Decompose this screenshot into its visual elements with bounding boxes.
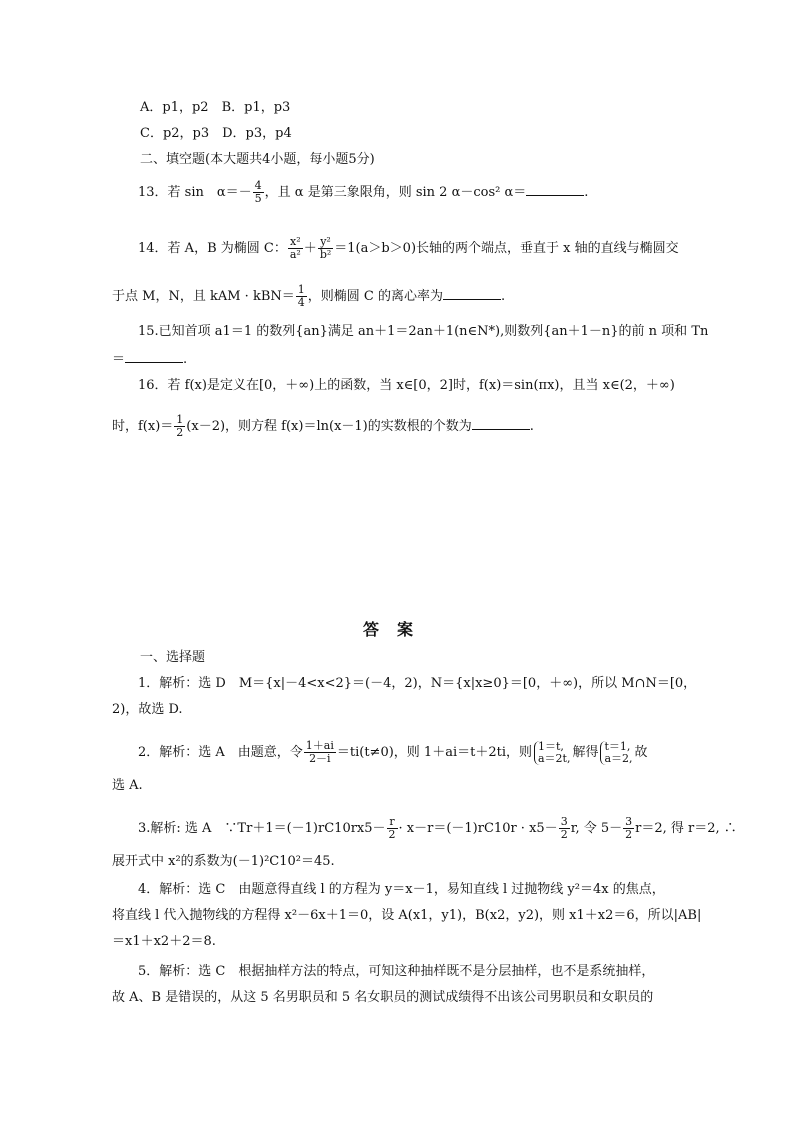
options-row-2: C．p2，p3 D．p3，p4 (140, 126, 292, 141)
answer-1-line-2: 2)，故选 D. (112, 702, 183, 717)
answer-5-line-2: 故 A、B 是错误的，从这 5 名男职员和 5 名女职员的测试成绩得不出该公司男职员和女职员的 (112, 990, 654, 1005)
answer-blank (526, 181, 584, 196)
question-16-line-2: 时，f(x)＝ $\frac{1}{2}$ (x－2)，则方程 f(x)＝ln(x－1)的实数根的个数为 . (112, 413, 534, 439)
answer-2-line-2: 选 A. (112, 778, 143, 793)
question-14-line-1: 14．若 A，B 为椭圆 C： $\frac{\text{x²}}{\text{a²}}$ ＋ $\frac{\text{y²}}{\text{b²}}$ ＝1(a＞b＞0)长轴的两个端点，垂直于 x 轴的直线与椭圆交 (138, 235, 679, 261)
fraction: $\frac{4}{5}$ (254, 179, 262, 205)
answer-blank (443, 285, 501, 300)
answer-title: 答案 (362, 620, 431, 639)
answer-blank (125, 348, 183, 363)
answer-blank (472, 415, 530, 430)
answer-3-line-2: 展开式中 x²的系数为(－1)²C10²＝45. (112, 854, 335, 869)
question-15-line-2: ＝ . (112, 348, 187, 370)
answer-4-line-3: ＝x1＋x2＋2＝8. (112, 934, 216, 949)
question-14-line-2: 于点 M，N，且 kAM · kBN＝ $\frac{1}{4}$ ，则椭圆 C 的离心率为 . (112, 283, 506, 309)
section-fill-blank-heading: 二、填空题(本大题共4小题，每小题5分) (140, 152, 375, 167)
options-row-1: A．p1，p2 B．p1，p3 (140, 100, 291, 115)
answer-3-line-1: 3.解析: 选 A ∵Tr＋1＝(－1)rC10rx5－ $\frac{r}{2}$ · x－r＝(－1)rC10r · x5－ $\frac{3}{2}$ r, 令 5－ $\frac{3}{2}$ r＝2, 得 r＝2, ∴ (138, 815, 737, 841)
section-choice-heading: 一、选择题 (140, 650, 206, 665)
question-13: 13．若 sin α＝－ $\frac{4}{5}$ ，且 α 是第三象限角，则 sin 2 α－cos² α＝ . (138, 179, 589, 205)
answer-2-line-1: 2．解析：选 A 由题意，令 $\frac{1+ai}{2-i}$ ＝ti(t≠0)，则 1＋ai＝t＋2ti，则 1＝t, a＝2t, 解得 t＝1, a＝2, 故 (138, 739, 648, 765)
question-16-line-1: 16．若 f(x)是定义在[0，＋∞)上的函数，当 x∈[0，2]时，f(x)＝sin(πx)，且当 x∈(2，＋∞) (138, 378, 675, 393)
answer-1-line-1: 1．解析：选 D M＝{x|－4<x<2}＝(－4，2)，N＝{x|x≥0}＝[0，＋∞)，所以 M∩N＝[0， (138, 676, 697, 691)
answer-4-line-1: 4．解析：选 C 由题意得直线 l 的方程为 y＝x－1，易知直线 l 过抛物线 y²＝4x 的焦点， (138, 882, 665, 897)
answer-5-line-1: 5．解析：选 C 根据抽样方法的特点，可知这种抽样既不是分层抽样，也不是系统抽样， (138, 964, 655, 979)
answer-4-line-2: 将直线 l 代入抛物线的方程得 x²－6x＋1＝0，设 A(x1，y1)，B(x2，y2)，则 x1＋x2＝6，所以|AB| (112, 908, 702, 923)
question-15-line-1: 15.已知首项 a1＝1 的数列{an}满足 an＋1＝2an＋1(n∈N*),则数列{an＋1－n}的前 n 项和 Tn (138, 324, 709, 339)
